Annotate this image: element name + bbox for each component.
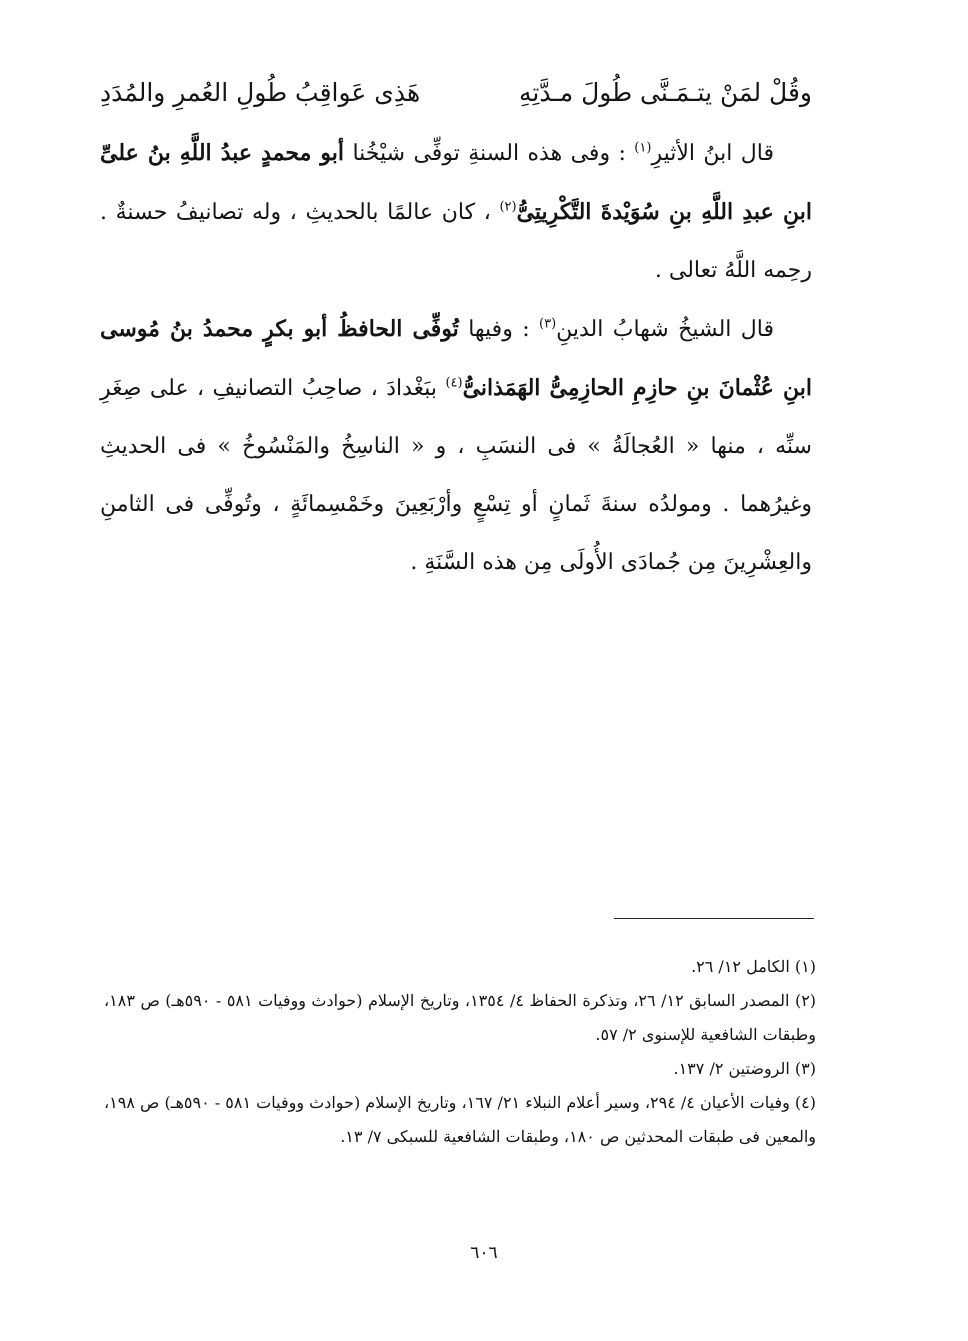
footnote-ref-4[interactable]: (٤) xyxy=(445,375,463,391)
page-number: ٦٠٦ xyxy=(470,1243,498,1263)
paragraph1-intro: قال ابنُ الأثيرِ xyxy=(651,141,774,166)
paragraph1-text-b: ، كان عالمًا بالحديثِ ، وله تصانيفُ حسنةٌ . رحِمه اللَّهُ تعالى . xyxy=(100,200,812,283)
footnote-ref-1[interactable]: (١) xyxy=(634,140,652,156)
paragraph2-text-b: ببَغْدادَ ، صاحِبُ التصانيفِ ، على صِغَرِ سنِّه ، منها « العُجالَةُ » فى النسَبِ ، و « الناسِخُ والمَنْسُوخُ » فى الحديثِ وغيرُهما . ومولدُه سنةَ ثَمانٍ أو تِسْعٍ وأرْبَعِينَ وخَمْسِمائَةٍ ، وتُوفِّى فى الثامنِ والعِشْرِينَ مِن جُمادَى الأُولَى مِن هذه السَّنَةِ . xyxy=(100,376,812,575)
footnote-1: (١) الكامل ١٢/ ٢٦. xyxy=(691,957,816,976)
footnote-3: (٣) الروضتين ٢/ ١٣٧. xyxy=(673,1059,816,1078)
paragraph1-name: أبو محمدٍ عبدُ اللَّهِ بنُ علىِّ ابنِ عبدِ اللَّهِ بنِ سُوَيْدةَ التَّكْرِيتِىُّ xyxy=(100,140,812,225)
paragraph2-intro: قال الشيخُ شهابُ الدينِ xyxy=(556,317,774,342)
paragraph1-text-a: : وفى هذه السنةِ توفِّى شيْخُنا xyxy=(344,141,635,166)
paragraph-shihab-al-din xyxy=(100,300,812,592)
paragraph2-text-a: : وفيها xyxy=(458,317,539,342)
poem-verse xyxy=(100,72,812,118)
poem-first-hemistich: وقُلْ لمَنْ يتـمَـنَّى طُولَ مـدَّتِهِ xyxy=(518,78,812,107)
footnote-4: (٤) وفيات الأعيان ٤/ ٢٩٤، وسير أعلام النبلاء ٢١/ ١٦٧، وتاريخ الإسلام (حوادث ووفيات ٥٨١ - ٥٩٠هـ) ص ١٩٨، والمعين فى طبقات المحدثين ص ١٨٠، وطبقات الشافعية للسبكى ٧/ ١٣. xyxy=(104,1093,817,1146)
footnotes xyxy=(104,950,816,1154)
main-text xyxy=(100,124,812,592)
footnote-ref-2[interactable]: (٢) xyxy=(499,199,517,215)
footnote-ref-3[interactable]: (٣) xyxy=(539,316,557,332)
footnote-2: (٢) المصدر السابق ١٢/ ٢٦، وتذكرة الحفاظ ٤/ ١٣٥٤، وتاريخ الإسلام (حوادث ووفيات ٥٨١ - ٥٩٠هـ) ص ١٨٣، وطبقات الشافعية للإسنوى ٢/ ٥٧. xyxy=(104,991,817,1044)
paragraph-ibn-al-athir xyxy=(100,124,812,300)
poem-second-hemistich: هَذِى عَواقِبُ طُولِ العُمرِ والمُدَدِ xyxy=(100,78,421,107)
paragraph2-name: تُوفِّى الحافظُ أبو بكرٍ محمدُ بنُ مُوسى ابنِ عُثْمانَ بنِ حازِمِ الحازِمِىُّ الهَمَذانىُّ xyxy=(100,316,812,401)
footnote-separator xyxy=(614,918,814,919)
